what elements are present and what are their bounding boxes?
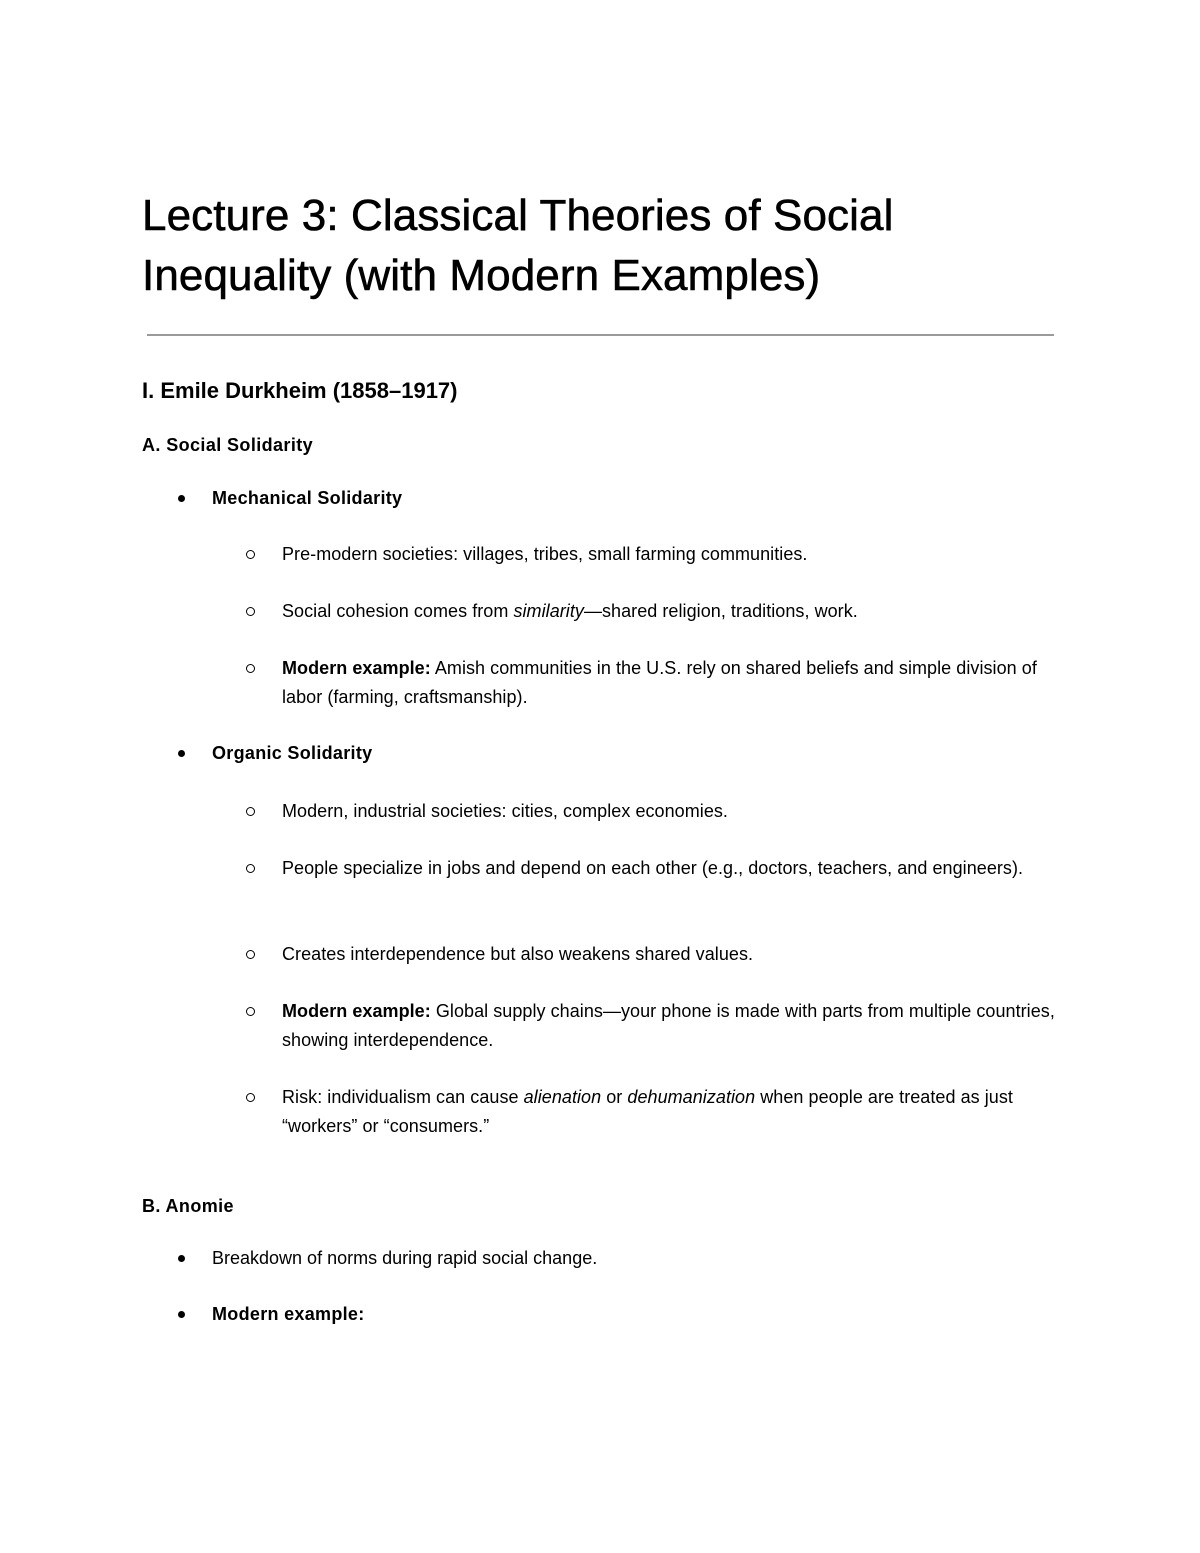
section-heading-durkheim: I. Emile Durkheim (1858–1917)	[142, 378, 458, 403]
list-item-text: or	[601, 1087, 628, 1107]
list-item-emphasis: dehumanization	[627, 1087, 756, 1107]
bullet-organic-solidarity: Organic Solidarity	[212, 740, 372, 766]
subheading-anomie: B. Anomie	[142, 1196, 234, 1216]
subheading-social-solidarity: A. Social Solidarity	[142, 435, 314, 455]
list-item-text: Social cohesion comes from	[282, 601, 514, 621]
list-item-label: Modern example:	[282, 1001, 431, 1021]
list-item-text: —shared religion, traditions, work.	[583, 601, 858, 621]
list-item: Modern example:	[212, 1301, 365, 1327]
list-item: Pre-modern societies: villages, tribes, small farming communities.	[282, 540, 1062, 569]
list-item-text: Risk: individualism can cause	[282, 1087, 524, 1107]
list-item-emphasis: alienation	[523, 1087, 602, 1107]
page-title: Lecture 3: Classical Theories of Social Inequality (with Modern Examples)	[142, 191, 894, 300]
list-item	[282, 997, 1062, 1055]
list-item-emphasis: similarity	[513, 601, 584, 621]
list-item: Creates interdependence but also weakens shared values.	[282, 940, 1062, 969]
bullet-mechanical-solidarity: Mechanical Solidarity	[212, 485, 402, 511]
list-item	[282, 597, 1062, 626]
list-item: Breakdown of norms during rapid social change.	[212, 1245, 597, 1271]
horizontal-divider	[147, 334, 1054, 336]
list-item	[282, 654, 1062, 712]
list-item-label: Modern example:	[282, 658, 431, 678]
list-item-text: Global supply chains—your phone is made with parts from multiple countries, showing interdependence.	[282, 1001, 1055, 1050]
list-item: People specialize in jobs and depend on each other (e.g., doctors, teachers, and engineers).	[282, 854, 1062, 883]
list-item-text: Amish communities in the U.S. rely on shared beliefs and simple division of labor (farming, craftsmanship).	[282, 658, 1037, 707]
list-item: Modern, industrial societies: cities, complex economies.	[282, 797, 1062, 826]
list-item-text: when people are treated as just “workers” or “consumers.”	[282, 1087, 1013, 1136]
list-item	[282, 1083, 1062, 1141]
